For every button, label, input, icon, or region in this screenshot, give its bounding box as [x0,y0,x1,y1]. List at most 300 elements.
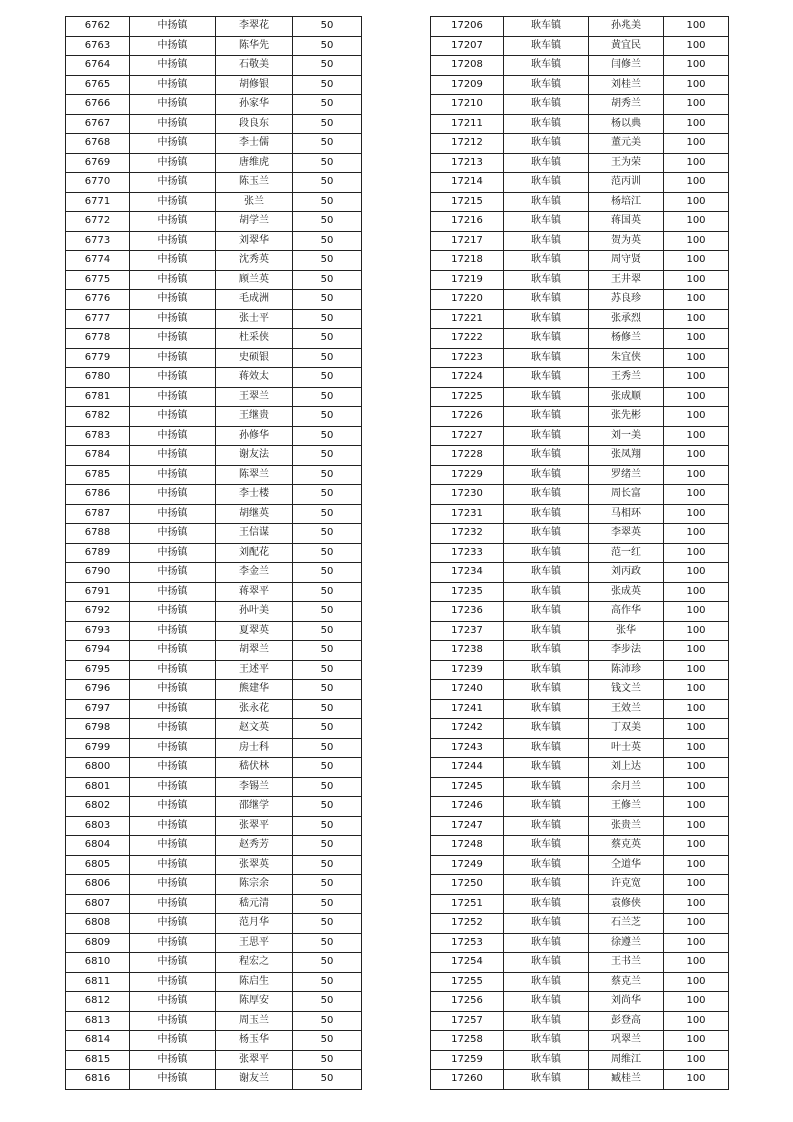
name-cell: 段良东 [216,114,293,134]
amount-cell: 100 [664,680,729,700]
amount-cell: 50 [293,290,362,310]
serial-number-cell: 6814 [66,1031,130,1051]
name-cell: 丁双美 [589,719,664,739]
serial-number-cell: 17209 [431,75,504,95]
table-row [66,1031,362,1051]
amount-cell: 50 [293,485,362,505]
name-cell: 张成英 [589,582,664,602]
name-cell: 王效兰 [589,699,664,719]
name-cell: 李士楼 [216,485,293,505]
amount-cell: 100 [664,582,729,602]
amount-cell: 100 [664,17,729,37]
name-cell: 嵇元清 [216,894,293,914]
town-cell: 耿车镇 [504,407,589,427]
town-cell: 中扬镇 [130,777,216,797]
town-cell: 耿车镇 [504,855,589,875]
table-row [431,387,729,407]
name-cell: 刘尚华 [589,992,664,1012]
town-cell: 中扬镇 [130,329,216,349]
amount-cell: 50 [293,953,362,973]
table-row [66,933,362,953]
amount-cell: 100 [664,1011,729,1031]
serial-number-cell: 17214 [431,173,504,193]
amount-cell: 50 [293,1070,362,1090]
serial-number-cell: 6769 [66,153,130,173]
town-cell: 中扬镇 [130,543,216,563]
name-cell: 孙叶美 [216,602,293,622]
town-cell: 中扬镇 [130,368,216,388]
town-cell: 耿车镇 [504,36,589,56]
serial-number-cell: 6778 [66,329,130,349]
name-cell: 蒋效太 [216,368,293,388]
amount-cell: 50 [293,699,362,719]
serial-number-cell: 17244 [431,758,504,778]
name-cell: 刘桂兰 [589,75,664,95]
name-cell: 臧桂兰 [589,1070,664,1090]
table-row [66,56,362,76]
town-cell: 中扬镇 [130,192,216,212]
serial-number-cell: 17242 [431,719,504,739]
amount-cell: 50 [293,251,362,271]
table-row [431,563,729,583]
name-cell: 王井翠 [589,270,664,290]
amount-cell: 50 [293,738,362,758]
serial-number-cell: 17260 [431,1070,504,1090]
name-cell: 周长富 [589,485,664,505]
serial-number-cell: 6786 [66,485,130,505]
table-row [66,680,362,700]
name-cell: 王思平 [216,933,293,953]
name-cell: 杨以典 [589,114,664,134]
table-row [66,875,362,895]
table-row [431,777,729,797]
name-cell: 陈翠兰 [216,465,293,485]
amount-cell: 100 [664,251,729,271]
table-row [66,758,362,778]
table-row [66,543,362,563]
town-cell: 中扬镇 [130,699,216,719]
amount-cell: 50 [293,36,362,56]
serial-number-cell: 6811 [66,972,130,992]
serial-number-cell: 6773 [66,231,130,251]
town-cell: 耿车镇 [504,894,589,914]
serial-number-cell: 6807 [66,894,130,914]
serial-number-cell: 17218 [431,251,504,271]
amount-cell: 100 [664,309,729,329]
amount-cell: 50 [293,368,362,388]
name-cell: 王为荣 [589,153,664,173]
amount-cell: 100 [664,621,729,641]
name-cell: 黄宜民 [589,36,664,56]
amount-cell: 50 [293,641,362,661]
name-cell: 周守贤 [589,251,664,271]
town-cell: 中扬镇 [130,426,216,446]
town-cell: 中扬镇 [130,738,216,758]
table-row [66,270,362,290]
town-cell: 耿车镇 [504,17,589,37]
table-row [66,894,362,914]
serial-number-cell: 17221 [431,309,504,329]
table-row [431,738,729,758]
town-cell: 中扬镇 [130,36,216,56]
left-roster-body [66,17,362,1090]
name-cell: 蒋翠平 [216,582,293,602]
town-cell: 耿车镇 [504,875,589,895]
serial-number-cell: 6803 [66,816,130,836]
amount-cell: 50 [293,582,362,602]
name-cell: 杨玉华 [216,1031,293,1051]
town-cell: 耿车镇 [504,75,589,95]
serial-number-cell: 6815 [66,1050,130,1070]
town-cell: 中扬镇 [130,270,216,290]
table-row [431,504,729,524]
amount-cell: 50 [293,407,362,427]
amount-cell: 100 [664,641,729,661]
amount-cell: 100 [664,270,729,290]
serial-number-cell: 17225 [431,387,504,407]
serial-number-cell: 17237 [431,621,504,641]
serial-number-cell: 17241 [431,699,504,719]
amount-cell: 50 [293,543,362,563]
amount-cell: 100 [664,875,729,895]
serial-number-cell: 6812 [66,992,130,1012]
table-row [66,446,362,466]
serial-number-cell: 6808 [66,914,130,934]
amount-cell: 100 [664,153,729,173]
town-cell: 耿车镇 [504,641,589,661]
amount-cell: 100 [664,660,729,680]
town-cell: 中扬镇 [130,348,216,368]
name-cell: 李士儒 [216,134,293,154]
name-cell: 董元美 [589,134,664,154]
serial-number-cell: 6772 [66,212,130,232]
town-cell: 耿车镇 [504,933,589,953]
amount-cell: 50 [293,212,362,232]
town-cell: 耿车镇 [504,680,589,700]
name-cell: 杨修兰 [589,329,664,349]
amount-cell: 50 [293,875,362,895]
serial-number-cell: 6792 [66,602,130,622]
town-cell: 中扬镇 [130,660,216,680]
amount-cell: 50 [293,660,362,680]
serial-number-cell: 17227 [431,426,504,446]
name-cell: 张兰 [216,192,293,212]
town-cell: 耿车镇 [504,953,589,973]
town-cell: 中扬镇 [130,407,216,427]
serial-number-cell: 17250 [431,875,504,895]
name-cell: 蔡克英 [589,836,664,856]
table-row [431,368,729,388]
town-cell: 耿车镇 [504,621,589,641]
table-row [431,407,729,427]
table-row [66,972,362,992]
table-row [66,17,362,37]
name-cell: 叶士英 [589,738,664,758]
table-row [431,36,729,56]
town-cell: 中扬镇 [130,251,216,271]
serial-number-cell: 6775 [66,270,130,290]
table-row [66,212,362,232]
serial-number-cell: 6797 [66,699,130,719]
table-row [66,387,362,407]
amount-cell: 50 [293,933,362,953]
name-cell: 石兰芝 [589,914,664,934]
name-cell: 赵文英 [216,719,293,739]
name-cell: 陈华先 [216,36,293,56]
table-row [66,1070,362,1090]
town-cell: 耿车镇 [504,368,589,388]
amount-cell: 100 [664,36,729,56]
serial-number-cell: 17229 [431,465,504,485]
town-cell: 中扬镇 [130,524,216,544]
serial-number-cell: 17217 [431,231,504,251]
town-cell: 中扬镇 [130,641,216,661]
table-row [431,485,729,505]
town-cell: 耿车镇 [504,972,589,992]
serial-number-cell: 6764 [66,56,130,76]
serial-number-cell: 17238 [431,641,504,661]
town-cell: 耿车镇 [504,153,589,173]
table-row [66,134,362,154]
amount-cell: 50 [293,387,362,407]
serial-number-cell: 6809 [66,933,130,953]
town-cell: 中扬镇 [130,875,216,895]
amount-cell: 100 [664,465,729,485]
table-row [431,855,729,875]
name-cell: 马相环 [589,504,664,524]
name-cell: 沈秀英 [216,251,293,271]
amount-cell: 100 [664,329,729,349]
town-cell: 耿车镇 [504,270,589,290]
town-cell: 中扬镇 [130,797,216,817]
table-row [431,153,729,173]
name-cell: 嵇伏林 [216,758,293,778]
town-cell: 耿车镇 [504,465,589,485]
name-cell: 陈厚安 [216,992,293,1012]
town-cell: 耿车镇 [504,660,589,680]
serial-number-cell: 17251 [431,894,504,914]
town-cell: 中扬镇 [130,75,216,95]
table-row [431,251,729,271]
serial-number-cell: 17257 [431,1011,504,1031]
town-cell: 中扬镇 [130,17,216,37]
amount-cell: 100 [664,1070,729,1090]
serial-number-cell: 6795 [66,660,130,680]
name-cell: 石敬美 [216,56,293,76]
serial-number-cell: 17230 [431,485,504,505]
serial-number-cell: 6762 [66,17,130,37]
name-cell: 史硕银 [216,348,293,368]
amount-cell: 100 [664,173,729,193]
serial-number-cell: 17233 [431,543,504,563]
serial-number-cell: 6765 [66,75,130,95]
town-cell: 中扬镇 [130,504,216,524]
amount-cell: 50 [293,426,362,446]
amount-cell: 50 [293,563,362,583]
table-row [431,524,729,544]
amount-cell: 100 [664,192,729,212]
town-cell: 耿车镇 [504,212,589,232]
town-cell: 中扬镇 [130,953,216,973]
town-cell: 中扬镇 [130,719,216,739]
serial-number-cell: 6804 [66,836,130,856]
town-cell: 耿车镇 [504,563,589,583]
town-cell: 耿车镇 [504,699,589,719]
name-cell: 徐遵兰 [589,933,664,953]
name-cell: 杨培江 [589,192,664,212]
serial-number-cell: 17258 [431,1031,504,1051]
serial-number-cell: 6788 [66,524,130,544]
amount-cell: 100 [664,426,729,446]
table-row [66,699,362,719]
amount-cell: 50 [293,719,362,739]
town-cell: 中扬镇 [130,933,216,953]
amount-cell: 100 [664,816,729,836]
amount-cell: 100 [664,95,729,115]
amount-cell: 50 [293,797,362,817]
table-row [431,17,729,37]
amount-cell: 100 [664,699,729,719]
table-row [431,543,729,563]
serial-number-cell: 17212 [431,134,504,154]
town-cell: 中扬镇 [130,446,216,466]
table-row [66,855,362,875]
table-row [431,426,729,446]
serial-number-cell: 17239 [431,660,504,680]
serial-number-cell: 6766 [66,95,130,115]
town-cell: 耿车镇 [504,524,589,544]
town-cell: 中扬镇 [130,563,216,583]
table-row [66,231,362,251]
table-row [431,1050,729,1070]
table-row [66,914,362,934]
serial-number-cell: 17255 [431,972,504,992]
serial-number-cell: 17216 [431,212,504,232]
table-row [66,719,362,739]
town-cell: 中扬镇 [130,465,216,485]
serial-number-cell: 6781 [66,387,130,407]
serial-number-cell: 17215 [431,192,504,212]
name-cell: 袁修侠 [589,894,664,914]
serial-number-cell: 6801 [66,777,130,797]
table-row [66,153,362,173]
table-row [66,114,362,134]
amount-cell: 50 [293,992,362,1012]
name-cell: 王书兰 [589,953,664,973]
amount-cell: 50 [293,465,362,485]
town-cell: 耿车镇 [504,816,589,836]
table-row [431,660,729,680]
town-cell: 耿车镇 [504,1050,589,1070]
town-cell: 中扬镇 [130,816,216,836]
table-row [431,75,729,95]
amount-cell: 50 [293,621,362,641]
name-cell: 夏翠英 [216,621,293,641]
name-cell: 胡继英 [216,504,293,524]
town-cell: 耿车镇 [504,992,589,1012]
table-row [431,1031,729,1051]
town-cell: 中扬镇 [130,212,216,232]
table-row [431,348,729,368]
name-cell: 张贵兰 [589,816,664,836]
serial-number-cell: 6787 [66,504,130,524]
town-cell: 中扬镇 [130,1050,216,1070]
table-row [66,426,362,446]
name-cell: 王信谋 [216,524,293,544]
amount-cell: 100 [664,231,729,251]
name-cell: 胡修银 [216,75,293,95]
name-cell: 彭登高 [589,1011,664,1031]
serial-number-cell: 17210 [431,95,504,115]
table-row [431,953,729,973]
name-cell: 刘翠华 [216,231,293,251]
table-row [431,173,729,193]
town-cell: 耿车镇 [504,290,589,310]
table-row [431,329,729,349]
table-row [431,270,729,290]
amount-cell: 100 [664,719,729,739]
amount-cell: 100 [664,953,729,973]
name-cell: 余月兰 [589,777,664,797]
serial-number-cell: 17234 [431,563,504,583]
serial-number-cell: 6782 [66,407,130,427]
table-row [431,192,729,212]
serial-number-cell: 6791 [66,582,130,602]
serial-number-cell: 17228 [431,446,504,466]
amount-cell: 100 [664,387,729,407]
name-cell: 赵秀芳 [216,836,293,856]
amount-cell: 50 [293,855,362,875]
table-row [66,329,362,349]
table-row [66,75,362,95]
amount-cell: 100 [664,56,729,76]
amount-cell: 100 [664,563,729,583]
town-cell: 耿车镇 [504,543,589,563]
town-cell: 中扬镇 [130,387,216,407]
town-cell: 中扬镇 [130,485,216,505]
name-cell: 邵继学 [216,797,293,817]
table-row [431,465,729,485]
name-cell: 唐维虎 [216,153,293,173]
town-cell: 耿车镇 [504,231,589,251]
town-cell: 耿车镇 [504,504,589,524]
serial-number-cell: 6774 [66,251,130,271]
amount-cell: 50 [293,680,362,700]
table-row [431,972,729,992]
serial-number-cell: 6785 [66,465,130,485]
amount-cell: 50 [293,816,362,836]
serial-number-cell: 17213 [431,153,504,173]
town-cell: 中扬镇 [130,114,216,134]
table-row [66,95,362,115]
name-cell: 高作华 [589,602,664,622]
table-row [66,309,362,329]
name-cell: 蒋国英 [589,212,664,232]
serial-number-cell: 6800 [66,758,130,778]
name-cell: 周维江 [589,1050,664,1070]
amount-cell: 50 [293,153,362,173]
town-cell: 耿车镇 [504,173,589,193]
town-cell: 耿车镇 [504,192,589,212]
town-cell: 中扬镇 [130,894,216,914]
serial-number-cell: 6768 [66,134,130,154]
table-row [431,114,729,134]
amount-cell: 50 [293,173,362,193]
name-cell: 张华 [589,621,664,641]
amount-cell: 100 [664,368,729,388]
name-cell: 陈启生 [216,972,293,992]
town-cell: 耿车镇 [504,114,589,134]
